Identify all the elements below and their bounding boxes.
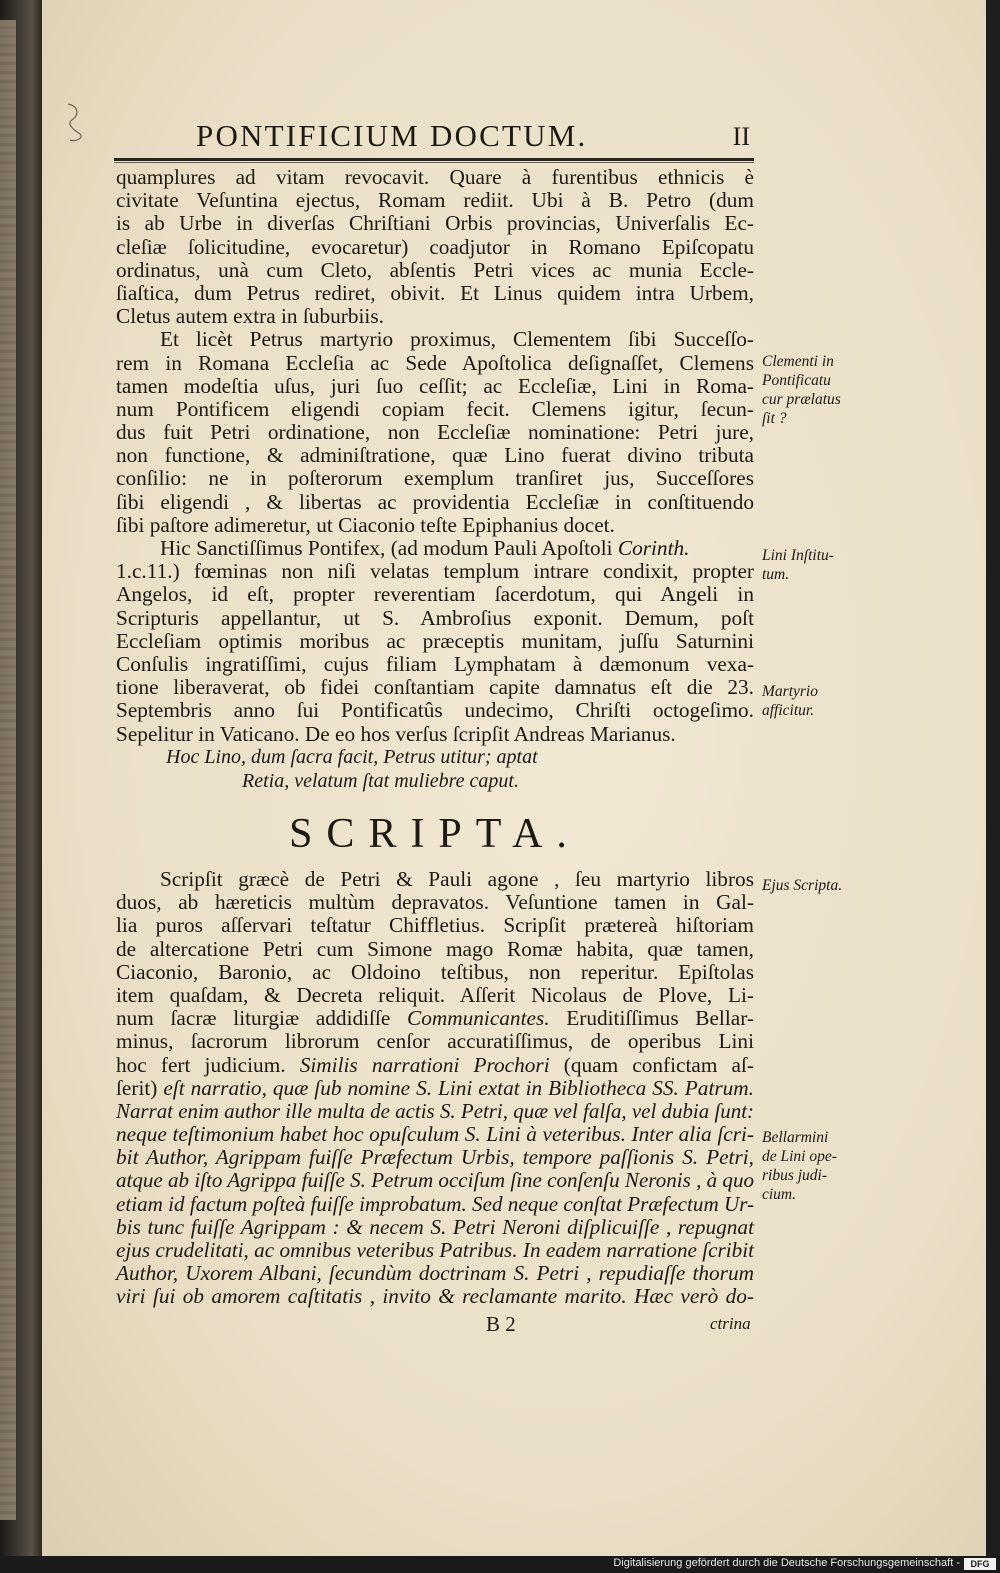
italic-line: bis tunc fuiſſe Agrippam : & necem S. Petri Neroni diſplicuiſſe , repugnat: [116, 1214, 754, 1239]
marginal-note: [762, 682, 818, 720]
text-line: Septembris anno ſui Pontificatûs undecimo, Chriſti octogeſimo.: [116, 698, 754, 723]
text-line: Conſulis ingratiſſimi, cujus filiam Lymphatam à dæmonum vexa-: [116, 651, 754, 676]
text-line: num Pontificem eligendi copiam fecit. Clemens igitur, ſecun-: [116, 396, 754, 421]
text-line: conſilio: ne in poſterorum exemplum tranſiret jus, Succeſſores: [116, 466, 754, 491]
marginal-note-line: Ejus Scripta.: [762, 877, 843, 894]
page-header: [196, 118, 756, 158]
text-line: item quaſdam, & Decreta reliquit. Aſſerit Nicolaus de Plove, Li-: [116, 982, 754, 1007]
page-number: II: [732, 122, 750, 151]
italic-line: ejus crudelitati, ac omnibus veteribus Patribus. In eadem narratione ſcribit: [116, 1238, 754, 1262]
text-span: hoc fert judicium.: [116, 1052, 286, 1077]
text-line: duos, ab hæreticis multùm depravatos. Veſuntione tamen in Gal-: [116, 890, 754, 915]
text-line: Cletus autem extra in ſuburbiis.: [116, 304, 384, 329]
italic-reference: Corinth.: [617, 536, 690, 560]
marginal-note-line: cur prælatus: [762, 391, 841, 408]
text-line: minus, ſacrorum librorum cenſor accuratiſſimus, de operibus Lini: [116, 1029, 754, 1054]
text-line: [116, 1054, 754, 1077]
text-line: Sepelitur in Vaticano. De eo hos verſus ſcripſit Andreas Marianus.: [116, 721, 676, 746]
text-line: Scripturis appellantur, ut S. Ambroſius exponit. Demum, poſt: [116, 605, 754, 630]
text-span: Hic Sanctiſſimus Pontifex, (ad modum Pauli Apoſtoli: [160, 536, 613, 560]
text-line: ſibi eligendi , & libertas ac providentia Eccleſiæ in conſtituendo: [116, 489, 754, 514]
main-text-block: [116, 166, 754, 794]
marginal-note-line: Lini Inſtitu-: [762, 547, 834, 564]
header-rule-thin: [114, 162, 754, 163]
text-line: tamen modeſtia uſus, juri ſuo ceſſit; ac Eccleſiæ, Lini in Roma-: [116, 373, 754, 398]
italic-line: neque teſtimonium habet hoc opuſculum S. Lini à veteribus. Inter alia ſcri-: [116, 1122, 754, 1147]
text-line: de altercatione Petri cum Simone mago Romæ habita, quæ tamen,: [116, 936, 754, 961]
marginal-note: [762, 876, 842, 895]
marginal-note-line: cium.: [762, 1186, 797, 1203]
text-line: Et licèt Petrus martyrio proximus, Clementem ſibi Succeſſo-: [160, 327, 754, 352]
text-line: cleſiæ ſolicitudine, evocaretur) coadjutor in Romano Epiſcopatu: [116, 234, 754, 259]
verse-line: Hoc Lino, dum ſacra facit, Petrus utitur; aptat: [166, 745, 538, 768]
text-line: Scripſit græcè de Petri & Pauli agone , ſeu martyrio libros: [160, 867, 754, 891]
header-rule: [114, 158, 754, 161]
text-line: tione liberaverat, ob fidei conſtantiam capite damnatus eſt die 23.: [116, 675, 754, 700]
italic-term: Communicantes.: [407, 1006, 550, 1031]
footer-bar: [0, 1556, 1000, 1573]
italic-line: Author, Uxorem Albani, ſecundùm doctrinam S. Petri , repudiaſſe thorum: [116, 1261, 754, 1286]
text-line: [116, 1077, 754, 1100]
text-line: non functione, & adminiſtratione, quæ Lino fuerat divino tributa: [116, 443, 754, 468]
text-line: Eccleſiam optimis moribus ac præceptis munitam, juſſu Saturnini: [116, 628, 754, 653]
text-line: Angelos, id eſt, propter reverentiam ſacerdotum, qui Angeli in: [116, 582, 754, 607]
text-line: ſibi paſtore adimeretur, ut Ciaconio teſte Epiphanius docet.: [116, 512, 615, 537]
marginal-note-line: afficitur.: [762, 702, 815, 719]
text-span: ſerit): [116, 1075, 158, 1100]
text-line: quamplures ad vitam revocavit. Quare à furentibus ethnicis è: [116, 165, 754, 189]
text-line: Ciaconio, Baronio, ac Oldoino teſtibus, non reperitur. Epiſtolas: [116, 959, 754, 984]
italic-line: etiam id factum poſteà fuiſſe improbatum. Sed neque conſtat Præfectum Ur-: [116, 1191, 754, 1216]
marginal-note: [762, 546, 834, 584]
marginal-note: [762, 352, 841, 428]
marginal-note-line: Pontificatu: [762, 372, 831, 389]
marginal-note-line: tum.: [762, 566, 790, 583]
marginal-note-line: Clementi in: [762, 353, 834, 370]
marginal-note: [762, 1128, 837, 1204]
text-line: civitate Veſuntina ejectus, Romam rediit. Ubi à B. Petro (dum: [116, 188, 754, 213]
text-span: num ſacræ liturgiæ addidiſſe: [116, 1006, 391, 1031]
text-line: lia puros aſſervari teſtatur Chiffletius. Scripſit prætereà hiſtoriam: [116, 913, 754, 938]
text-line: dus fuit Petri ordinatione, non Eccleſiæ nominatione: Petri jure,: [116, 420, 754, 445]
digitization-credit: Digitalisierung gefördert durch die Deutsche Forschungsgemeinschaft -: [613, 1557, 960, 1569]
signature-mark: B 2: [486, 1312, 516, 1336]
dfg-logo: DFG: [964, 1558, 996, 1570]
italic-line: atque ab iſto Agrippa fuiſſe S. Petrum occiſum ſine conſenſu Neronis , à quo: [116, 1168, 754, 1193]
text-line: is ab Urbe in diverſas Chriſtiani Orbis provincias, Univerſalis Ec-: [116, 211, 754, 236]
text-span: Eruditiſſimus Bellar-: [566, 1006, 754, 1031]
verse-line: Retia, velatum ſtat muliebre caput.: [242, 769, 519, 792]
italic-line: viri ſui ob amorem caſtitatis , invito & reclamante marito. Hæc verò do-: [116, 1284, 754, 1309]
catchword: ctrina: [710, 1314, 751, 1333]
marginal-note-line: ribus judi-: [762, 1167, 828, 1184]
text-line: ſiaſtica, dum Petrus rediret, obivit. Et Linus quidem intra Urbem,: [116, 280, 754, 305]
running-title: PONTIFICIUM DOCTUM.: [196, 118, 588, 153]
pencil-mark-icon: [60, 100, 90, 146]
scripta-text-block: [116, 868, 754, 1309]
marginal-note-line: de Lini ope-: [762, 1148, 837, 1165]
italic-line: bit Author, Agrippam fuiſſe Præfectum Urbis, tempore paſſionis S. Petri,: [116, 1145, 754, 1170]
marginal-note-line: Martyrio: [762, 683, 818, 700]
marginal-note-line: ſit ?: [762, 410, 787, 427]
right-margin-dark: [986, 0, 1000, 1556]
marginal-note-line: Bellarmini: [762, 1129, 829, 1146]
text-line: ordinatus, unà cum Cleto, abſentis Petri vices ac munia Eccle-: [116, 257, 754, 282]
text-span: (quam confictam aſ-: [563, 1052, 755, 1077]
page-edges: [0, 20, 16, 1520]
book-binding: [0, 0, 42, 1573]
italic-quote: Similis narrationi Prochori: [299, 1052, 550, 1077]
section-heading: SCRIPTA.: [289, 811, 581, 857]
text-line: 1.c.11.) fœminas non niſi velatas templum intrare condixit, propter: [116, 559, 754, 584]
text-line: [116, 537, 754, 560]
italic-quote: eſt narratio, quæ ſub nomine S. Lini extat in Bibliotheca SS. Patrum.: [163, 1075, 755, 1100]
italic-line: Narrat enim author ille multa de actis S. Petri, quæ vel falſa, vel dubia ſunt:: [116, 1098, 754, 1123]
text-line: [116, 1007, 754, 1030]
text-line: rem in Romana Eccleſia ac Sede Apoſtolica deſignaſſet, Clemens: [116, 350, 754, 375]
